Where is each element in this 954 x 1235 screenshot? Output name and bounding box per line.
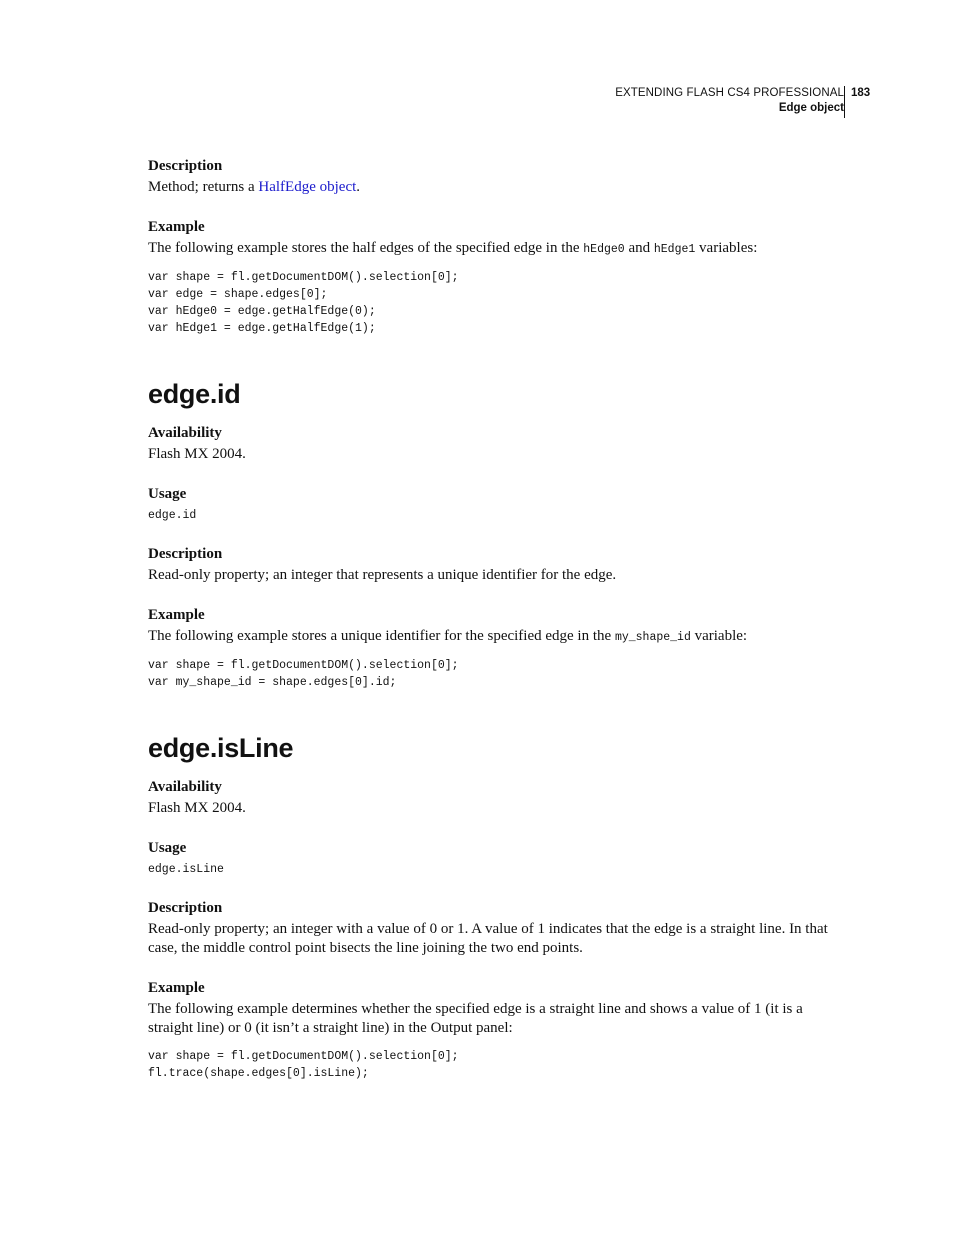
edge-id-description bbox=[148, 545, 840, 585]
usage-heading: Usage bbox=[148, 486, 187, 502]
intro-description bbox=[148, 157, 840, 197]
page-content bbox=[148, 157, 840, 1103]
edge-id-example bbox=[148, 606, 840, 691]
running-header bbox=[615, 86, 844, 116]
section-title-edge-isline: edge.isLine bbox=[148, 733, 294, 763]
page-number: 183 bbox=[851, 87, 871, 99]
header-divider bbox=[844, 86, 845, 118]
chapter-title: Edge object bbox=[778, 102, 844, 114]
availability-text: Flash MX 2004. bbox=[148, 446, 246, 462]
description-heading: Description bbox=[148, 546, 223, 562]
example-text: The following example stores the half edges of the specified edge in the hEdge0 and hEdge1 variables: bbox=[148, 240, 758, 256]
description-text: Method; returns a HalfEdge object. bbox=[148, 179, 361, 195]
edge-isline-usage bbox=[148, 839, 840, 878]
description-heading: Description bbox=[148, 900, 223, 916]
example-text: The following example determines whether the specified edge is a straight line and shows a value of 1 (it is a straight line) or 0 (it isn’t a straight line) in the Output panel: bbox=[148, 1001, 803, 1036]
edge-id-availability bbox=[148, 424, 840, 464]
code-line: var hEdge0 = edge.getHalfEdge(0); bbox=[148, 305, 376, 318]
code-line: var my_shape_id = shape.edges[0].id; bbox=[148, 676, 397, 689]
availability-heading: Availability bbox=[148, 779, 222, 795]
example-heading: Example bbox=[148, 607, 205, 623]
example-text: The following example stores a unique identifier for the specified edge in the my_shape_id variable: bbox=[148, 628, 748, 644]
edge-isline-description bbox=[148, 899, 840, 958]
book-title: EXTENDING FLASH CS4 PROFESSIONAL bbox=[615, 87, 844, 99]
code-line: var shape = fl.getDocumentDOM().selection[0]; bbox=[148, 271, 459, 284]
code-line: var shape = fl.getDocumentDOM().selection[0]; bbox=[148, 659, 459, 672]
description-text: Read-only property; an integer that represents a unique identifier for the edge. bbox=[148, 567, 617, 583]
code-line: var edge = shape.edges[0]; bbox=[148, 288, 328, 301]
usage-code: edge.id bbox=[148, 509, 197, 522]
description-text: Read-only property; an integer with a value of 0 or 1. A value of 1 indicates that the edge is a straight line. In that case, the middle control point bisects the line joining the two end points. bbox=[148, 921, 828, 956]
availability-heading: Availability bbox=[148, 425, 222, 441]
example-heading: Example bbox=[148, 219, 205, 235]
inline-code: hEdge1 bbox=[653, 243, 696, 256]
halfedge-object-link[interactable]: HalfEdge object bbox=[258, 179, 357, 195]
intro-example bbox=[148, 218, 840, 337]
usage-heading: Usage bbox=[148, 840, 187, 856]
code-line: var hEdge1 = edge.getHalfEdge(1); bbox=[148, 322, 376, 335]
edge-id-usage bbox=[148, 485, 840, 524]
availability-text: Flash MX 2004. bbox=[148, 800, 246, 816]
code-sample bbox=[148, 269, 840, 337]
edge-isline-example bbox=[148, 979, 840, 1082]
code-sample bbox=[148, 1048, 840, 1082]
code-line: var shape = fl.getDocumentDOM().selection[0]; bbox=[148, 1050, 459, 1063]
inline-code: hEdge0 bbox=[583, 243, 625, 256]
example-heading: Example bbox=[148, 980, 205, 996]
code-sample bbox=[148, 657, 840, 691]
code-line: fl.trace(shape.edges[0].isLine); bbox=[148, 1067, 369, 1080]
usage-code: edge.isLine bbox=[148, 863, 224, 876]
description-heading: Description bbox=[148, 158, 223, 174]
inline-code: my_shape_id bbox=[614, 631, 691, 644]
section-title-edge-id: edge.id bbox=[148, 379, 241, 409]
edge-isline-availability bbox=[148, 778, 840, 818]
